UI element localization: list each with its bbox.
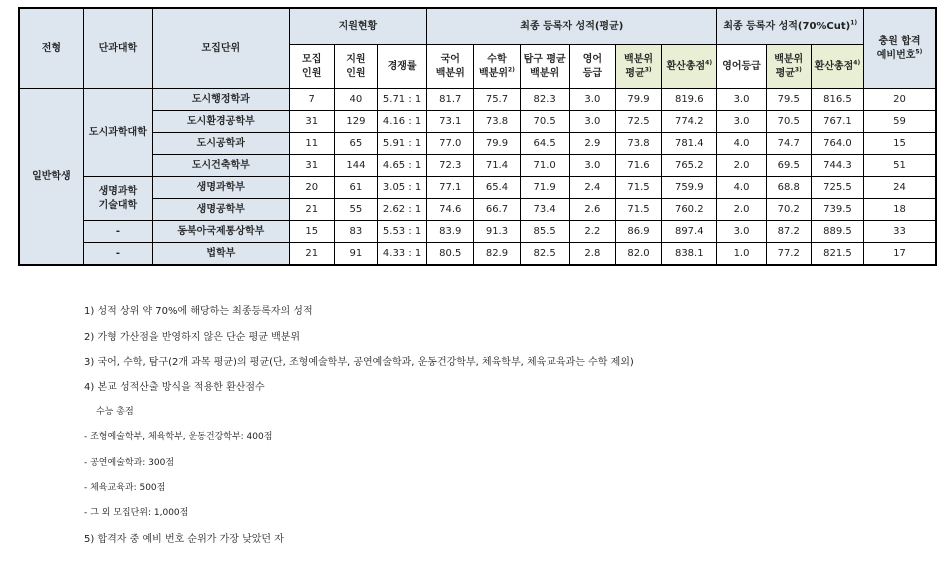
conv-cell: 838.1 — [662, 243, 717, 266]
conv-cell: 781.4 — [662, 133, 717, 155]
english-cell: 2.6 — [569, 199, 615, 221]
math-cell: 82.9 — [474, 243, 520, 266]
conv-cell: 819.6 — [662, 89, 717, 111]
cut-pct-cell: 79.5 — [766, 89, 811, 111]
korean-cell: 73.1 — [427, 111, 474, 133]
cut-pct-cell: 69.5 — [766, 155, 811, 177]
footnote-4: 4) 본교 성적산출 방식을 적용한 환산점수 — [84, 382, 265, 393]
math-cell: 75.7 — [474, 89, 520, 111]
cut-english-cell: 4.0 — [717, 133, 766, 155]
conv-cell: 760.2 — [662, 199, 717, 221]
unit-cell: 도시건축학부 — [153, 155, 290, 177]
footnote-4-item: - 그 외 모집단위: 1,000점 — [84, 508, 189, 518]
waitlist-cell: 17 — [864, 243, 936, 266]
admission-results-table — [18, 7, 937, 266]
pct-avg-cell: 71.6 — [615, 155, 661, 177]
cut-conv-cell: 744.3 — [811, 155, 863, 177]
footnote-4-item: - 체육교육과: 500점 — [84, 483, 166, 493]
cut-pct-cell: 70.5 — [766, 111, 811, 133]
waitlist-cell: 20 — [864, 89, 936, 111]
recruit-cell: 31 — [289, 111, 334, 133]
pct-avg-cell: 73.8 — [615, 133, 661, 155]
applicants-cell: 55 — [334, 199, 377, 221]
math-cell: 71.4 — [474, 155, 520, 177]
inquiry-cell: 71.9 — [520, 177, 569, 199]
cut-english-cell: 3.0 — [717, 221, 766, 243]
cut-english-cell: 4.0 — [717, 177, 766, 199]
cut-conv-cell: 767.1 — [811, 111, 863, 133]
english-cell: 2.2 — [569, 221, 615, 243]
col-cut-conv: 환산총점$^{4)}$ — [811, 45, 863, 89]
pct-avg-cell: 71.5 — [615, 177, 661, 199]
footnote-3: 3) 국어, 수학, 탐구(2개 과목 평균)의 평균(단, 조형예술학부, 공연예술학과, 운동건강학부, 체육학부, 체육교육과는 수학 제외) — [84, 357, 634, 368]
table-row — [19, 243, 936, 266]
korean-cell: 74.6 — [427, 199, 474, 221]
waitlist-cell: 33 — [864, 221, 936, 243]
conv-cell: 897.4 — [662, 221, 717, 243]
cut-pct-cell: 74.7 — [766, 133, 811, 155]
category-cell: 일반학생 — [19, 89, 83, 266]
inquiry-cell: 73.4 — [520, 199, 569, 221]
college-cell-urban: 도시과학대학 — [83, 89, 152, 177]
unit-cell: 도시행정학과 — [153, 89, 290, 111]
applicants-cell: 91 — [334, 243, 377, 266]
applicants-cell: 129 — [334, 111, 377, 133]
recruit-cell: 21 — [289, 199, 334, 221]
applicants-cell: 83 — [334, 221, 377, 243]
applicants-cell: 61 — [334, 177, 377, 199]
conv-cell: 765.2 — [662, 155, 717, 177]
inquiry-cell: 64.5 — [520, 133, 569, 155]
col-unit: 모집단위 — [153, 8, 290, 89]
competition-cell: 4.65 : 1 — [377, 155, 426, 177]
cut-english-cell: 1.0 — [717, 243, 766, 266]
col-college: 단과대학 — [83, 8, 152, 89]
pct-avg-cell: 86.9 — [615, 221, 661, 243]
applicants-cell: 40 — [334, 89, 377, 111]
footnote-1: 1) 성적 상위 약 70%에 해당하는 최종등록자의 성적 — [84, 306, 313, 317]
unit-cell: 도시공학과 — [153, 133, 290, 155]
group-application-status: 지원현황 — [289, 8, 427, 45]
col-competition: 경쟁률 — [377, 45, 426, 89]
col-inquiry: 탐구 평균 백분위 — [520, 45, 569, 89]
col-cut-english: 영어등급 — [717, 45, 766, 89]
english-cell: 3.0 — [569, 155, 615, 177]
recruit-cell: 31 — [289, 155, 334, 177]
recruit-cell: 15 — [289, 221, 334, 243]
math-cell: 79.9 — [474, 133, 520, 155]
conv-cell: 774.2 — [662, 111, 717, 133]
college-cell-dash: - — [83, 221, 152, 243]
col-math: 수학 백분위$^{2)}$ — [474, 45, 520, 89]
unit-cell: 생명공학부 — [153, 199, 290, 221]
waitlist-cell: 24 — [864, 177, 936, 199]
competition-cell: 5.91 : 1 — [377, 133, 426, 155]
footnote-5: 5) 합격자 중 예비 번호 순위가 가장 낮았던 자 — [84, 534, 284, 545]
inquiry-cell: 85.5 — [520, 221, 569, 243]
cut-conv-cell: 725.5 — [811, 177, 863, 199]
competition-cell: 3.05 : 1 — [377, 177, 426, 199]
table-row — [19, 133, 936, 155]
table-row — [19, 155, 936, 177]
table-row — [19, 89, 936, 111]
korean-cell: 80.5 — [427, 243, 474, 266]
english-cell: 3.0 — [569, 111, 615, 133]
competition-cell: 2.62 : 1 — [377, 199, 426, 221]
col-cut-pct: 백분위 평균$^{3)}$ — [766, 45, 811, 89]
conv-cell: 759.9 — [662, 177, 717, 199]
waitlist-cell: 15 — [864, 133, 936, 155]
inquiry-cell: 82.3 — [520, 89, 569, 111]
col-recruit: 모집 인원 — [289, 45, 334, 89]
math-cell: 65.4 — [474, 177, 520, 199]
english-cell: 3.0 — [569, 89, 615, 111]
unit-cell: 도시환경공학부 — [153, 111, 290, 133]
group-average-scores: 최종 등록자 성적(평균) — [427, 8, 717, 45]
unit-cell: 생명과학부 — [153, 177, 290, 199]
table-row — [19, 177, 936, 199]
competition-cell: 5.71 : 1 — [377, 89, 426, 111]
col-korean: 국어 백분위 — [427, 45, 474, 89]
cut-pct-cell: 70.2 — [766, 199, 811, 221]
cut-conv-cell: 889.5 — [811, 221, 863, 243]
pct-avg-cell: 72.5 — [615, 111, 661, 133]
pct-avg-cell: 71.5 — [615, 199, 661, 221]
recruit-cell: 20 — [289, 177, 334, 199]
col-waitlist: 충원 합격 예비번호$^{5)}$ — [864, 8, 936, 89]
competition-cell: 4.16 : 1 — [377, 111, 426, 133]
pct-avg-cell: 79.9 — [615, 89, 661, 111]
table-row — [19, 111, 936, 133]
footnote-4-item: - 공연예술학과: 300점 — [84, 458, 175, 468]
inquiry-cell: 70.5 — [520, 111, 569, 133]
cut-english-cell: 2.0 — [717, 199, 766, 221]
cut-conv-cell: 821.5 — [811, 243, 863, 266]
math-cell: 91.3 — [474, 221, 520, 243]
korean-cell: 83.9 — [427, 221, 474, 243]
waitlist-cell: 18 — [864, 199, 936, 221]
korean-cell: 77.1 — [427, 177, 474, 199]
unit-cell: 법학부 — [153, 243, 290, 266]
college-cell-life: 생명과학 기술대학 — [83, 177, 152, 221]
waitlist-cell: 51 — [864, 155, 936, 177]
recruit-cell: 21 — [289, 243, 334, 266]
cut-english-cell: 2.0 — [717, 155, 766, 177]
unit-cell: 동북아국제통상학부 — [153, 221, 290, 243]
applicants-cell: 144 — [334, 155, 377, 177]
college-cell-dash: - — [83, 243, 152, 266]
col-admission-type: 전형 — [19, 8, 83, 89]
korean-cell: 77.0 — [427, 133, 474, 155]
english-cell: 2.4 — [569, 177, 615, 199]
cut-pct-cell: 68.8 — [766, 177, 811, 199]
inquiry-cell: 82.5 — [520, 243, 569, 266]
cut-conv-cell: 816.5 — [811, 89, 863, 111]
cut-english-cell: 3.0 — [717, 89, 766, 111]
competition-cell: 4.33 : 1 — [377, 243, 426, 266]
cut-conv-cell: 739.5 — [811, 199, 863, 221]
english-cell: 2.9 — [569, 133, 615, 155]
col-pct-avg: 백분위 평균$^{3)}$ — [615, 45, 661, 89]
cut-conv-cell: 764.0 — [811, 133, 863, 155]
table-row — [19, 221, 936, 243]
footnote-2: 2) 가형 가산점을 반영하지 않은 단순 평균 백분위 — [84, 332, 301, 343]
table-row — [19, 199, 936, 221]
group-cut-scores: 최종 등록자 성적$(70\%Cut)^{1)}$ — [717, 8, 864, 45]
col-applicants: 지원 인원 — [334, 45, 377, 89]
recruit-cell: 7 — [289, 89, 334, 111]
cut-english-cell: 3.0 — [717, 111, 766, 133]
pct-avg-cell: 82.0 — [615, 243, 661, 266]
applicants-cell: 65 — [334, 133, 377, 155]
korean-cell: 72.3 — [427, 155, 474, 177]
math-cell: 66.7 — [474, 199, 520, 221]
col-english: 영어 등급 — [569, 45, 615, 89]
cut-pct-cell: 87.2 — [766, 221, 811, 243]
math-cell: 73.8 — [474, 111, 520, 133]
competition-cell: 5.53 : 1 — [377, 221, 426, 243]
footnote-4-title: 수능 총점 — [96, 407, 134, 417]
inquiry-cell: 71.0 — [520, 155, 569, 177]
korean-cell: 81.7 — [427, 89, 474, 111]
recruit-cell: 11 — [289, 133, 334, 155]
col-conv-total: 환산총점$^{4)}$ — [662, 45, 717, 89]
footnote-4-item: - 조형예술학부, 체육학부, 운동건강학부: 400점 — [84, 432, 273, 442]
english-cell: 2.8 — [569, 243, 615, 266]
cut-pct-cell: 77.2 — [766, 243, 811, 266]
waitlist-cell: 59 — [864, 111, 936, 133]
